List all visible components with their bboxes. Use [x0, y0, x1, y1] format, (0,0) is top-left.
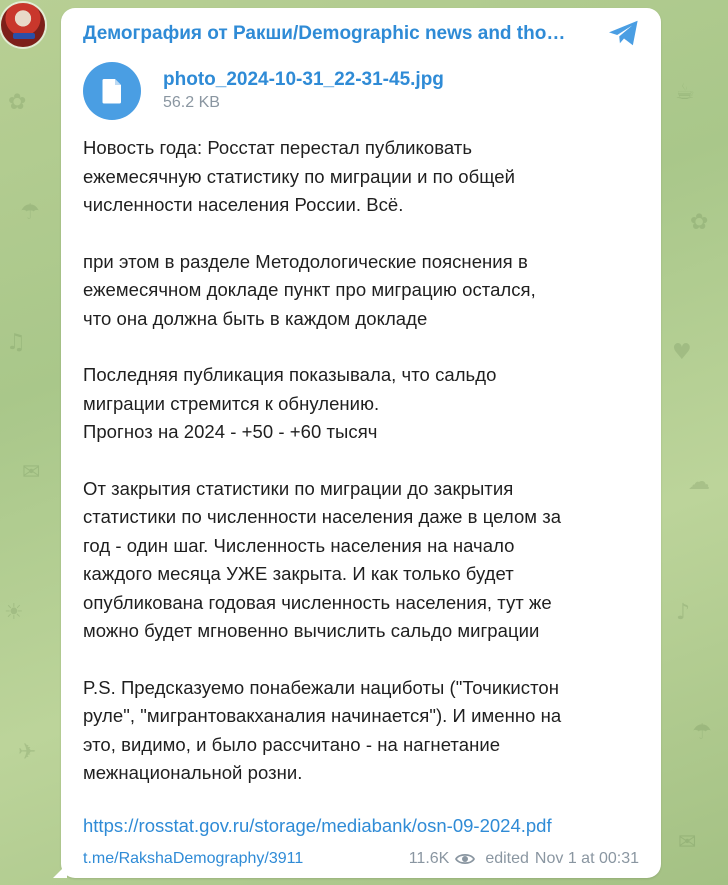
message-header — [83, 8, 639, 58]
rosstat-link[interactable]: https://rosstat.gov.ru/storage/mediabank/osn-09-2024.pdf — [83, 814, 552, 836]
message-date: Nov 1 at 00:31 — [534, 849, 639, 867]
text-line: Новость года: Росстат перестал публиковать — [83, 137, 473, 158]
text-line: каждого месяца УЖЕ закрыта. И как только будет — [83, 563, 514, 584]
message-text — [83, 134, 639, 788]
file-name[interactable]: photo_2024-10-31_22-31-45.jpg — [163, 69, 444, 90]
text-line: ежемесячную статистику по миграции и по общей — [83, 165, 516, 187]
views-count: 11.6K — [408, 849, 450, 867]
text-line: численности населения России. Всё. — [83, 194, 404, 215]
paragraph — [83, 134, 639, 220]
paragraph — [83, 248, 639, 334]
text-line: опубликована годовая численность населения, тут же — [83, 591, 552, 613]
message-meta — [409, 850, 639, 868]
file-icon[interactable] — [83, 62, 141, 120]
message-bubble — [61, 8, 661, 878]
file-attachment[interactable] — [83, 58, 639, 124]
edited-label: edited — [485, 849, 529, 867]
paragraph — [83, 361, 639, 447]
text-line: миграции стремится к обнулению. — [83, 392, 380, 414]
channel-name[interactable]: Демография от Ракши/Demographic news and tho… — [83, 23, 566, 44]
paragraph — [83, 674, 639, 788]
text-line: это, видимо, и было рассчитано - на нагнетание — [83, 733, 501, 755]
file-size: 56.2 KB — [163, 94, 220, 111]
text-line: ежемесячном докладе пункт про миграцию остался, — [83, 279, 536, 300]
text-line: при этом в разделе Методологические пояснения в — [83, 250, 528, 272]
text-line: Прогноз на 2024 - +50 - +60 тысяч — [83, 421, 378, 442]
message-footer — [83, 844, 639, 874]
text-line: От закрытия статистики по миграции до закрытия — [83, 477, 514, 499]
telegram-share-icon[interactable] — [607, 18, 641, 48]
post-link[interactable]: t.me/RakshaDemography/3911 — [83, 849, 304, 867]
chat-wallpaper: ✿ ☂ ♫ ✉ ☀ ✈ ☕ ✿ ♥ ☁ ♪ ☂ ✉ — [4, 80, 712, 855]
text-line: статистики по численности населения даже в целом за — [83, 506, 562, 527]
text-line: год - один шаг. Численность населения на начало — [83, 534, 515, 556]
text-line: что она должна быть в каждом докладе — [83, 307, 428, 329]
file-info — [163, 68, 444, 114]
text-line: Последняя публикация показывала, что сальдо — [83, 364, 497, 385]
text-line: руле", "мигрантовакханалия начинается"). И именно на — [83, 705, 562, 726]
paragraph — [83, 475, 639, 646]
text-line: P.S. Предсказуемо понабежали нациботы ("Точикистон — [83, 676, 559, 698]
text-line: межнациональной розни. — [83, 762, 303, 783]
text-line: можно будет мгновенно вычислить сальдо миграции — [83, 620, 540, 641]
channel-avatar[interactable] — [1, 3, 45, 47]
eye-icon — [455, 852, 475, 866]
